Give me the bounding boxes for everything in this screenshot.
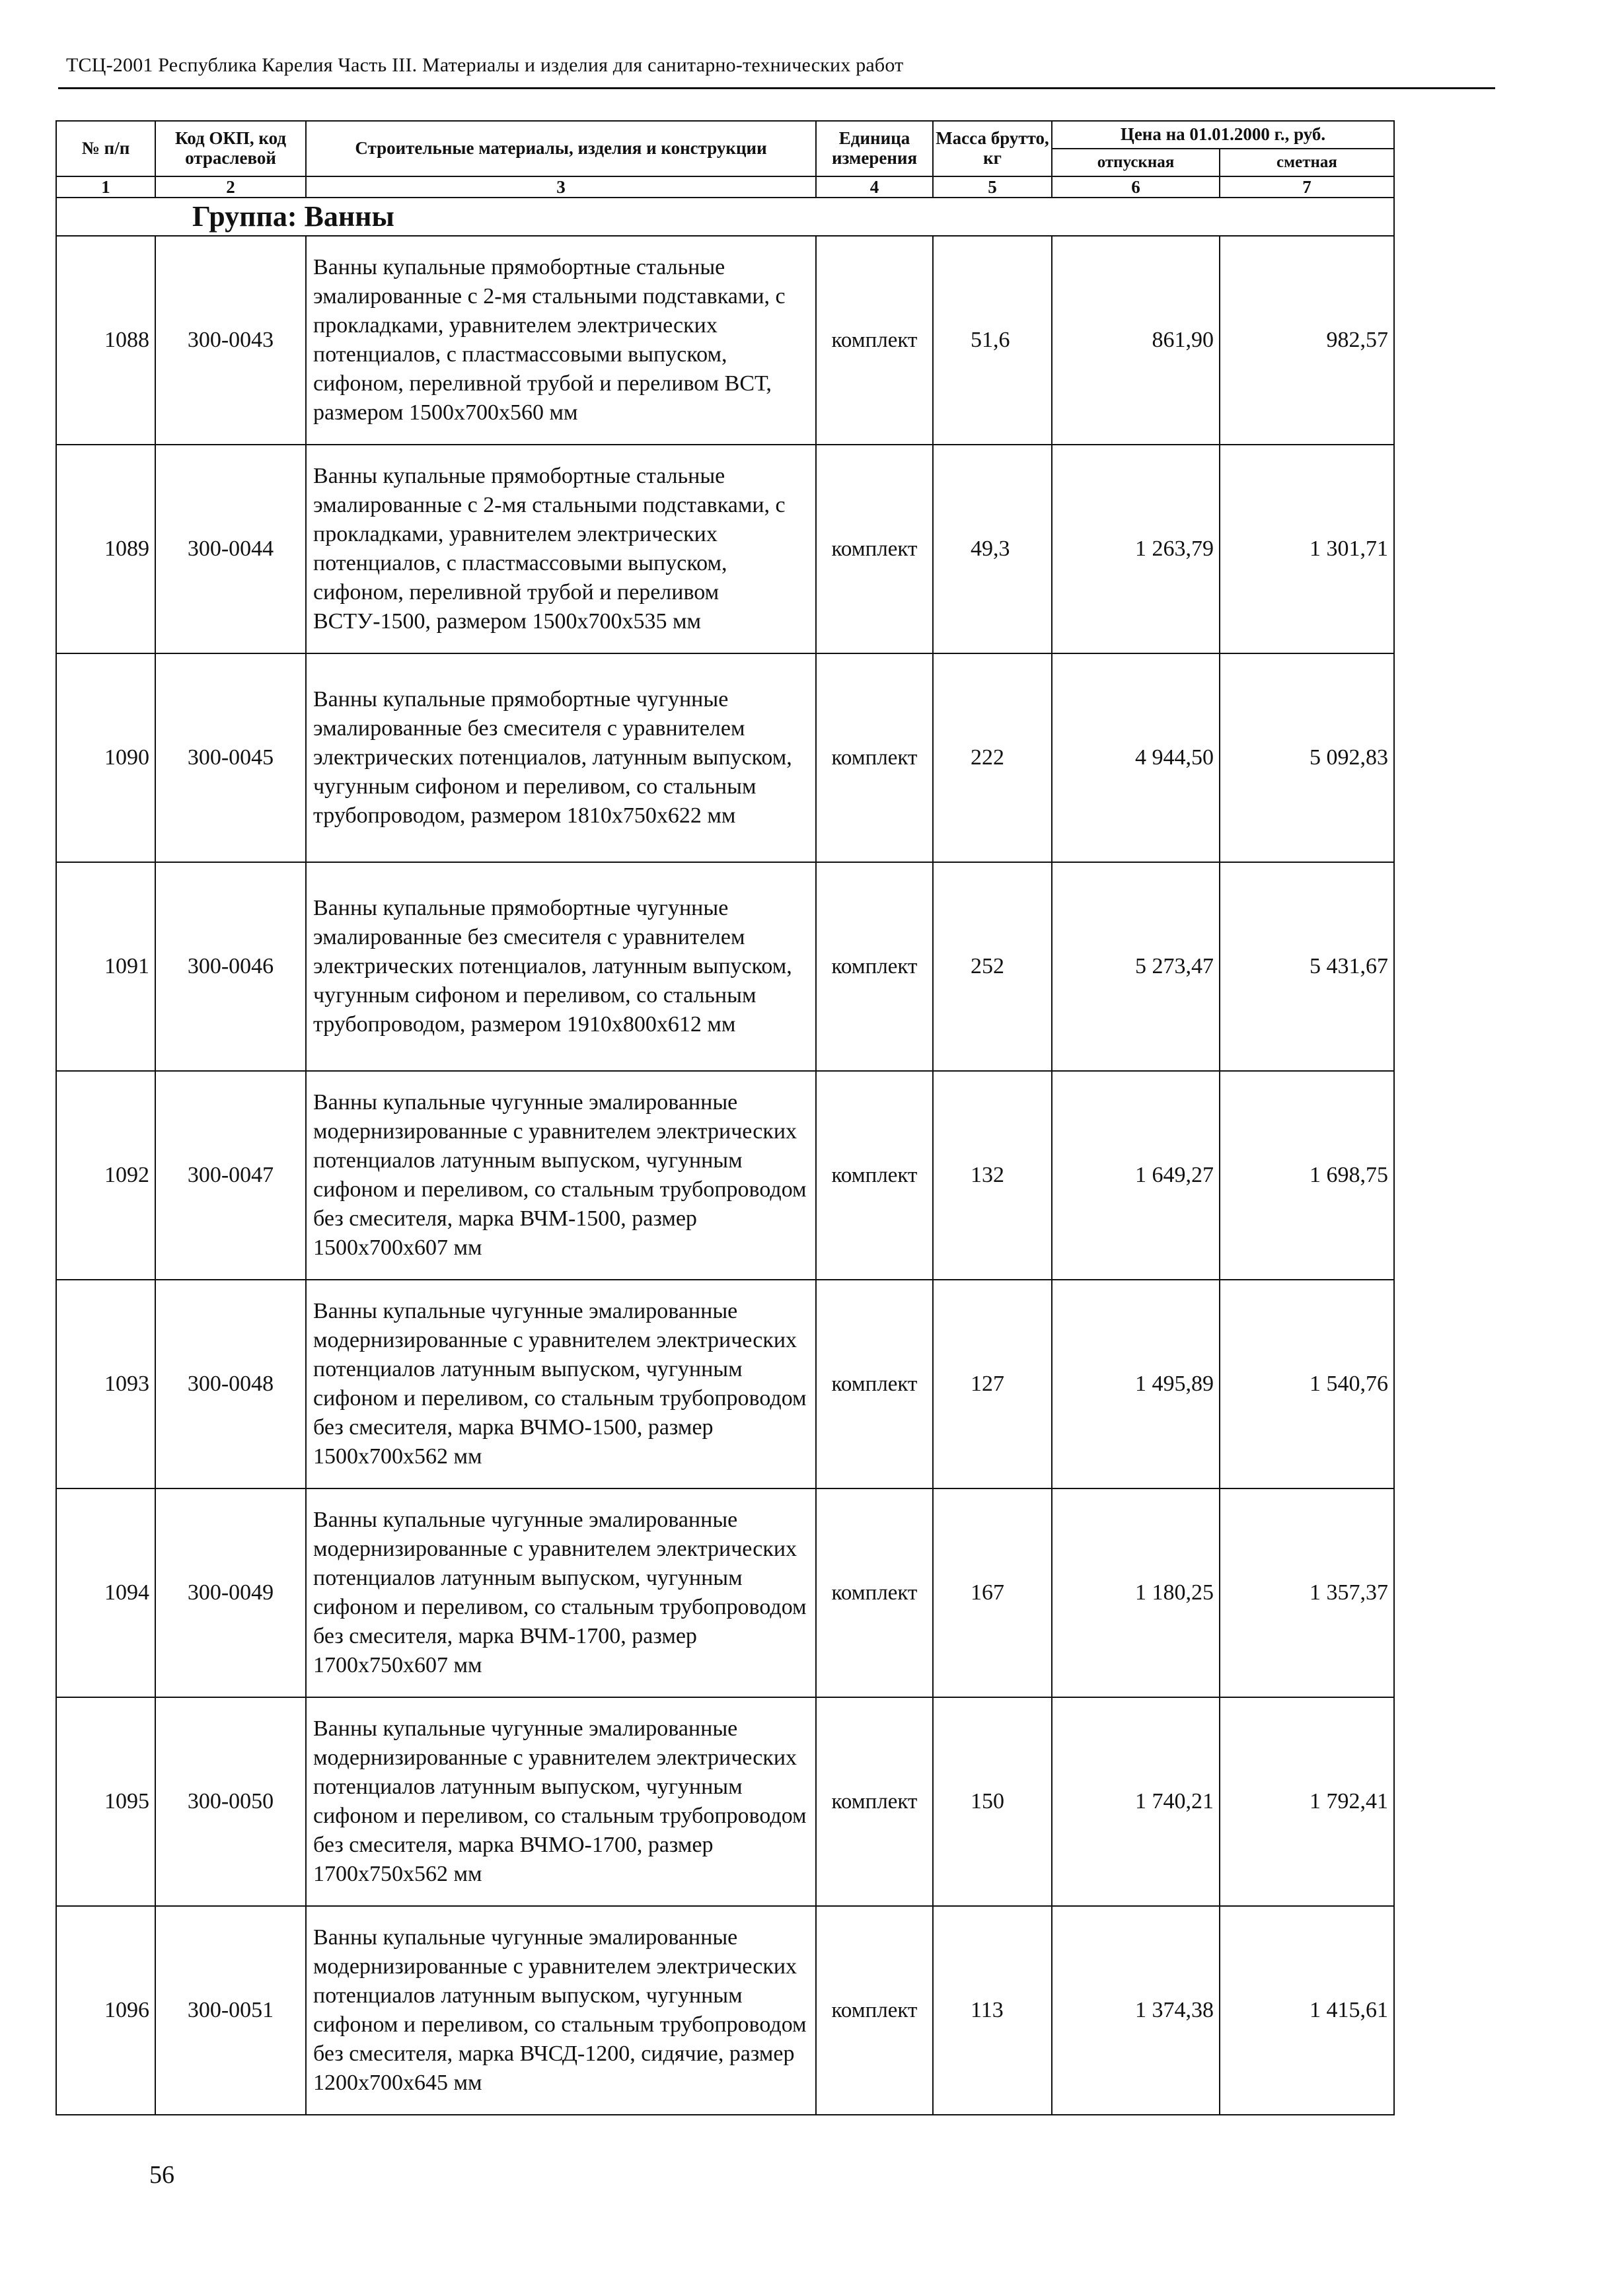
row-number: 1088 xyxy=(56,236,155,445)
gross-mass: 113 xyxy=(933,1906,1052,2115)
column-number: 2 xyxy=(155,176,306,198)
okp-code: 300-0046 xyxy=(155,862,306,1071)
material-name: Ванны купальные прямобортные чугунные эмалированные без смесителя с уравнителем электрических потенциалов, латунным выпуском, чугунным сифоном и переливом, со стальным трубопроводом, размером 1910х800х612 мм xyxy=(306,862,816,1071)
table-row xyxy=(56,653,1394,862)
material-name: Ванны купальные прямобортные стальные эмалированные с 2-мя стальными подставками, с прокладками, уравнителем электрических потенциалов, с пластмассовыми выпуском, сифоном, переливной трубой и переливом ВСТУ-1500, размером 1500х700х535 мм xyxy=(306,445,816,653)
table-body xyxy=(56,198,1394,2115)
col-header-price-group: Цена на 01.01.2000 г., руб. xyxy=(1052,121,1394,149)
gross-mass: 150 xyxy=(933,1697,1052,1906)
column-number-row xyxy=(56,176,1394,198)
release-price: 1 180,25 xyxy=(1052,1488,1220,1697)
gross-mass: 127 xyxy=(933,1280,1052,1488)
material-name: Ванны купальные чугунные эмалированные модернизированные с уравнителем электрических потенциалов латунным выпуском, чугунным сифоном и переливом, со стальным трубопроводом без смесителя, марка ВЧМО-1500, размер 1500х700х562 мм xyxy=(306,1280,816,1488)
okp-code: 300-0045 xyxy=(155,653,306,862)
gross-mass: 49,3 xyxy=(933,445,1052,653)
gross-mass: 132 xyxy=(933,1071,1052,1280)
estimate-price: 982,57 xyxy=(1220,236,1394,445)
release-price: 861,90 xyxy=(1052,236,1220,445)
okp-code: 300-0047 xyxy=(155,1071,306,1280)
row-number: 1094 xyxy=(56,1488,155,1697)
table-row xyxy=(56,1071,1394,1280)
gross-mass: 51,6 xyxy=(933,236,1052,445)
col-header-name: Строительные материалы, изделия и конструкции xyxy=(306,121,816,176)
price-table xyxy=(55,120,1395,2115)
unit-of-measure: комплект xyxy=(816,445,933,653)
estimate-price: 1 301,71 xyxy=(1220,445,1394,653)
column-number: 1 xyxy=(56,176,155,198)
unit-of-measure: комплект xyxy=(816,1280,933,1488)
release-price: 1 740,21 xyxy=(1052,1697,1220,1906)
row-number: 1089 xyxy=(56,445,155,653)
table-row xyxy=(56,862,1394,1071)
release-price: 1 374,38 xyxy=(1052,1906,1220,2115)
estimate-price: 1 540,76 xyxy=(1220,1280,1394,1488)
col-header-price-release: отпускная xyxy=(1052,149,1220,176)
material-name: Ванны купальные прямобортные стальные эмалированные с 2-мя стальными подставками, с прокладками, уравнителем электрических потенциалов, с пластмассовыми выпуском, сифоном, переливной трубой и переливом ВСТ, размером 1500х700х560 мм xyxy=(306,236,816,445)
col-header-mass: Масса брутто, кг xyxy=(933,121,1052,176)
column-number: 3 xyxy=(306,176,816,198)
estimate-price: 1 698,75 xyxy=(1220,1071,1394,1280)
unit-of-measure: комплект xyxy=(816,1071,933,1280)
group-title: Группа: Ванны xyxy=(56,198,1394,236)
row-number: 1090 xyxy=(56,653,155,862)
column-number: 7 xyxy=(1220,176,1394,198)
okp-code: 300-0051 xyxy=(155,1906,306,2115)
unit-of-measure: комплект xyxy=(816,1697,933,1906)
column-number: 5 xyxy=(933,176,1052,198)
material-name: Ванны купальные чугунные эмалированные модернизированные с уравнителем электрических потенциалов латунным выпуском, чугунным сифоном и переливом, со стальным трубопроводом без смесителя, марка ВЧМО-1700, размер 1700х750х562 мм xyxy=(306,1697,816,1906)
table-row xyxy=(56,1906,1394,2115)
row-number: 1091 xyxy=(56,862,155,1071)
okp-code: 300-0050 xyxy=(155,1697,306,1906)
table-row xyxy=(56,1280,1394,1488)
table-row xyxy=(56,1697,1394,1906)
material-name: Ванны купальные чугунные эмалированные модернизированные с уравнителем электрических потенциалов латунным выпуском, чугунным сифоном и переливом, со стальным трубопроводом без смесителя, марка ВЧМ-1700, размер 1700х750х607 мм xyxy=(306,1488,816,1697)
col-header-price-estimate: сметная xyxy=(1220,149,1394,176)
row-number: 1092 xyxy=(56,1071,155,1280)
header-divider xyxy=(58,87,1495,89)
material-name: Ванны купальные чугунные эмалированные модернизированные с уравнителем электрических потенциалов латунным выпуском, чугунным сифоном и переливом, со стальным трубопроводом без смесителя, марка ВЧСД-1200, сидячие, размер 1200х700х645 мм xyxy=(306,1906,816,2115)
page-header: ТСЦ-2001 Республика Карелия Часть III. Материалы и изделия для санитарно-технических работ xyxy=(66,54,904,76)
release-price: 1 649,27 xyxy=(1052,1071,1220,1280)
unit-of-measure: комплект xyxy=(816,1488,933,1697)
unit-of-measure: комплект xyxy=(816,1906,933,2115)
table-row xyxy=(56,236,1394,445)
okp-code: 300-0044 xyxy=(155,445,306,653)
col-header-no: № п/п xyxy=(56,121,155,176)
release-price: 1 263,79 xyxy=(1052,445,1220,653)
column-number: 6 xyxy=(1052,176,1220,198)
okp-code: 300-0049 xyxy=(155,1488,306,1697)
release-price: 5 273,47 xyxy=(1052,862,1220,1071)
material-name: Ванны купальные прямобортные чугунные эмалированные без смесителя с уравнителем электрических потенциалов, латунным выпуском, чугунным сифоном и переливом, со стальным трубопроводом, размером 1810х750х622 мм xyxy=(306,653,816,862)
release-price: 1 495,89 xyxy=(1052,1280,1220,1488)
group-row xyxy=(56,198,1394,236)
unit-of-measure: комплект xyxy=(816,862,933,1071)
table-row xyxy=(56,1488,1394,1697)
col-header-code: Код ОКП, код отраслевой xyxy=(155,121,306,176)
col-header-unit: Единица измерения xyxy=(816,121,933,176)
gross-mass: 167 xyxy=(933,1488,1052,1697)
row-number: 1095 xyxy=(56,1697,155,1906)
gross-mass: 222 xyxy=(933,653,1052,862)
page-number: 56 xyxy=(149,2161,174,2189)
estimate-price: 1 357,37 xyxy=(1220,1488,1394,1697)
gross-mass: 252 xyxy=(933,862,1052,1071)
estimate-price: 5 092,83 xyxy=(1220,653,1394,862)
release-price: 4 944,50 xyxy=(1052,653,1220,862)
estimate-price: 1 415,61 xyxy=(1220,1906,1394,2115)
table-row xyxy=(56,445,1394,653)
unit-of-measure: комплект xyxy=(816,236,933,445)
estimate-price: 1 792,41 xyxy=(1220,1697,1394,1906)
column-number: 4 xyxy=(816,176,933,198)
unit-of-measure: комплект xyxy=(816,653,933,862)
row-number: 1096 xyxy=(56,1906,155,2115)
material-name: Ванны купальные чугунные эмалированные модернизированные с уравнителем электрических потенциалов латунным выпуском, чугунным сифоном и переливом, со стальным трубопроводом без смесителя, марка ВЧМ-1500, размер 1500х700х607 мм xyxy=(306,1071,816,1280)
okp-code: 300-0048 xyxy=(155,1280,306,1488)
row-number: 1093 xyxy=(56,1280,155,1488)
okp-code: 300-0043 xyxy=(155,236,306,445)
estimate-price: 5 431,67 xyxy=(1220,862,1394,1071)
table-header xyxy=(56,121,1394,198)
